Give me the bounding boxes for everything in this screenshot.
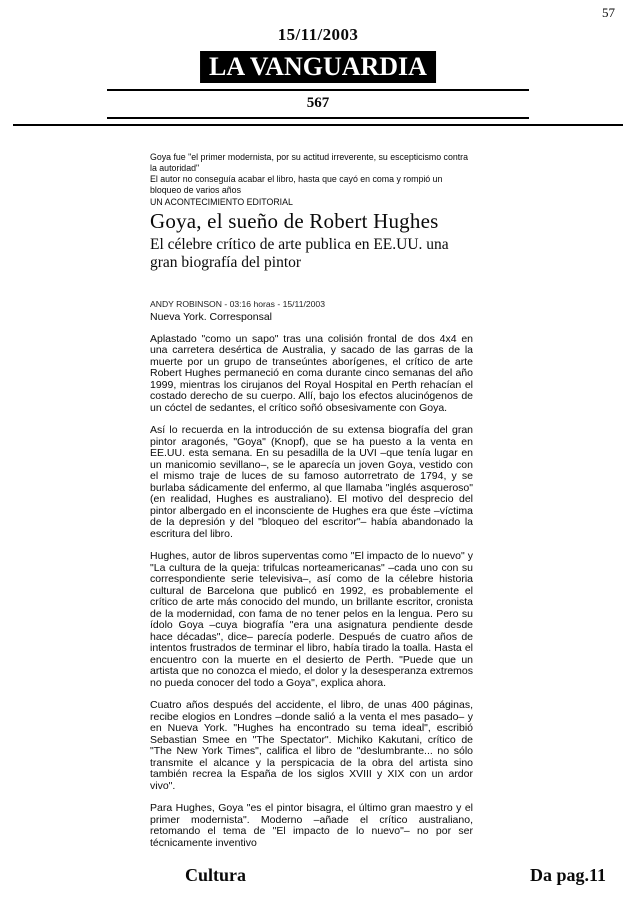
article-byline: ANDY ROBINSON - 03:16 horas - 15/11/2003 <box>150 298 325 309</box>
article-paragraph: Para Hughes, Goya "es el pintor bisagra, el último gran maestro y el primer modernista". Moderno –añade el crítico australiano, retomando el tema de "El impacto de lo nuevo"– no por ser técnicamente inventivo <box>150 802 473 849</box>
article-paragraph: Aplastado "como un sapo" tras una colisión frontal de dos 4x4 en una carretera desértica de Australia, y sacado de las garras de la muerte por un grupo de transeúntes aborígenes, el crítico de arte Robert Hughes permaneció en coma durante cinco semanas del año 1999, mientras los cirujanos del Royal Hospital en Perth rehacían el costado derecho de su cuerpo. Allí, bajo los efectos alucinógenos de un cóctel de sedantes, el crítico soñó obsesivamente con Goya. <box>150 332 473 414</box>
footer-page-reference: Da pag.11 <box>529 865 606 885</box>
article-paragraph: Cuatro años después del accidente, el libro, de unas 400 páginas, recibe elogios en Londres –donde salió a la venta el mes pasado– y en Nueva York. "Hughes ha encontrado su tema ideal", escribió Sebastian Smee en "The Spectator". Michiko Kakutani, crítico de "The New York Times", califica el libro de "deslumbrante... no sólo transmite el alcance y la perspicacia de la obra del artista sino también recrea la España de los siglos XVIII y XIX con un ardor vivo". <box>150 699 473 792</box>
kicker-line: Goya fue "el primer modernista, por su actitud irreverente, su escepticismo contra la autoridad" <box>150 152 468 173</box>
kicker-label: UN ACONTECIMIENTO EDITORIAL <box>150 196 293 207</box>
kicker-line: El autor no conseguía acabar el libro, hasta que cayó en coma y rompió un bloqueo de varios años <box>150 173 443 195</box>
article-body <box>150 334 473 850</box>
footer-section-label: Cultura <box>185 865 247 885</box>
article-paragraph: Hughes, autor de libros superventas como "El impacto de lo nuevo" y "La cultura de la queja: trifulcas norteamericanas" –cada uno con su correspondiente serie televisiva–, así como de la célebre historia cultural de Barcelona que publicó en 1992, es probablemente el crítico de arte más conocido del mundo, un brillante escritor, cronista de la modernidad, con fama de no tener pelos en la lengua. Pero su ídolo Goya –cuya biografía "era una asignatura pendiente desde hace décadas", dice– parecía poderle. Después de cuatro años de intentos frustrados de terminar el libro, había tirado la toalla. Hasta el encuentro con la muerte en el desierto de Perth. "Puede que un artista que no conozca el miedo, el dolor y la desesperanza extremos no pueda conocer del todo a Goya", explica ahora. <box>150 550 473 689</box>
article-paragraph: Así lo recuerda en la introducción de su extensa biografía del gran pintor aragonés, "Goya" (Knopf), que se ha puesto a la venta en EE.UU. esta semana. En su pesadilla de la UVI –que tenía lugar en un manicomio sevillano–, se le aparecía un joven Goya, vestido con el mismo traje de luces de su famoso autorretrato de 1794, y se burlaba sádicamente del enfermo, al que llamaba "inglés asqueroso" (en realidad, Hughes es australiano). El motivo del desprecio del pintor albergado en el inconsciente de Hughes era que éste –víctima de la depresión y del "bloqueo del escritor"– había abandonado la escritura del libro. <box>150 424 473 540</box>
page-number: 57 <box>602 5 615 20</box>
article-column <box>150 152 473 860</box>
document-date: 15/11/2003 <box>277 25 359 44</box>
article-subhead: El célebre crítico de arte publica en EE.UU. una gran biografía del pintor <box>150 235 449 272</box>
edition-number: 567 <box>107 89 529 119</box>
horizontal-rule <box>13 124 623 126</box>
article-dateline: Nueva York. Corresponsal <box>150 310 272 323</box>
newspaper-masthead-logo: LA VANGUARDIA <box>200 51 436 83</box>
article-headline: Goya, el sueño de Robert Hughes <box>150 208 439 233</box>
